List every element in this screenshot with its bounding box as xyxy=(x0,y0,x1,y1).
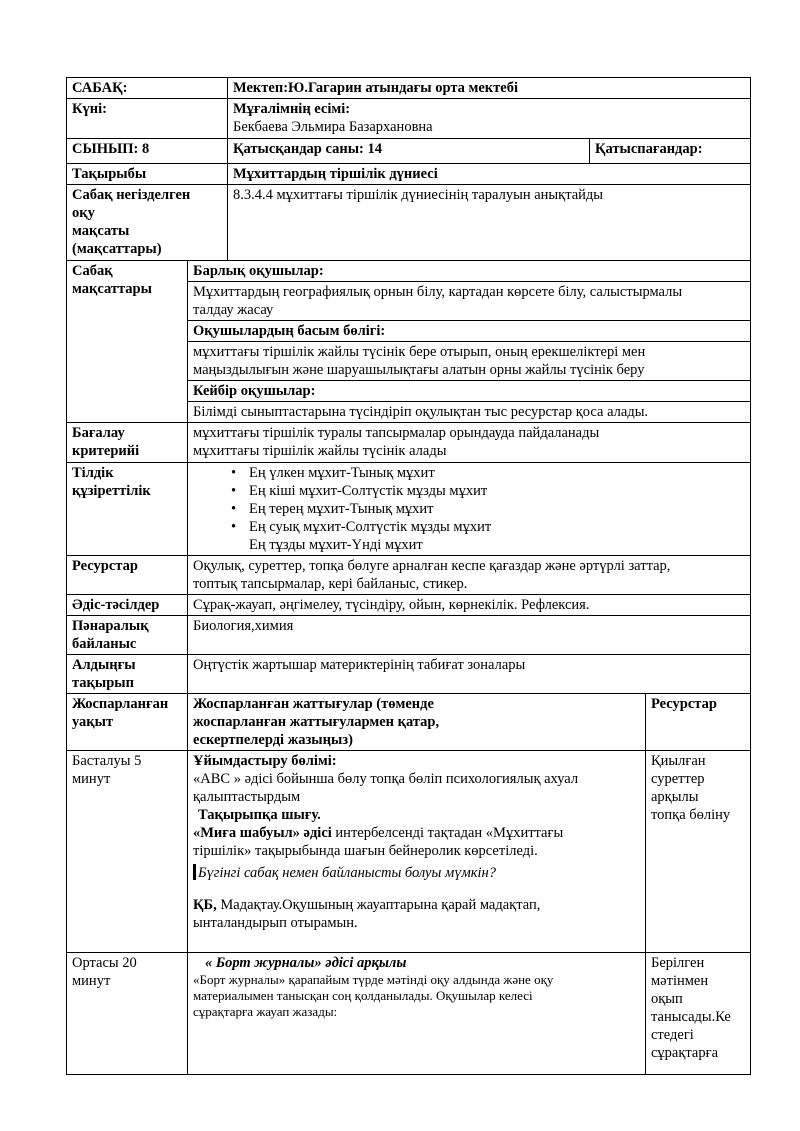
stage2-time-line: Ортасы 20 xyxy=(72,955,137,971)
methods-label: Әдіс-тәсілдер xyxy=(67,595,188,616)
brainstorm-line-2: тіршілік» тақырыбында шағын бейнеролик көрсетіледі. xyxy=(193,843,538,859)
assessment-line: мұхиттағы тіршілік туралы тапсырмалар орындауда пайдаланады xyxy=(193,425,600,441)
objectives-label-line: мақсаты xyxy=(72,223,130,239)
stage1-resource-line: суреттер xyxy=(651,771,705,787)
goals-all-line: Мұхиттардың географиялық орнын білу, картадан көрсете білу, салыстырмалы xyxy=(193,284,683,300)
goals-most-heading: Оқушылардың басым бөлігі: xyxy=(188,321,751,342)
row-language xyxy=(67,463,751,556)
bullet-icon: • xyxy=(231,483,237,499)
previous-label-line: тақырып xyxy=(72,675,134,691)
logbook-text-line: сұрақтарға жауап жазады: xyxy=(193,1004,338,1019)
plan-tasks-header-line: Жоспарланған жаттығулар (төменде xyxy=(193,696,434,712)
stage2-resource-line: стедегі xyxy=(651,1027,694,1043)
org-text-line: қалыптастырдым xyxy=(193,789,301,805)
org-text-line: «АВС » әдісі бойынша бөлу топқа бөліп психологиялық ахуал xyxy=(193,771,579,787)
row-lesson xyxy=(67,78,751,99)
objectives-label-line: оқу xyxy=(72,205,95,221)
goals-label xyxy=(67,261,188,423)
topic-label: Тақырыбы xyxy=(67,164,228,185)
feedback-label: ҚБ, xyxy=(193,897,217,913)
present-count: Қатысқандар саны: 14 xyxy=(228,139,590,164)
goals-some-heading: Кейбір оқушылар: xyxy=(188,381,751,402)
objectives-label-line: (мақсаттары) xyxy=(72,241,162,257)
class-label: СЫНЫП: 8 xyxy=(67,139,228,164)
lesson-plan-table xyxy=(66,77,751,1075)
interdisciplinary-value: Биология,химия xyxy=(188,616,751,655)
school-name: Мектеп:Ю.Гагарин атындағы орта мектебі xyxy=(228,78,751,99)
stage1-resource-line: арқылы xyxy=(651,789,699,805)
goals-some-text: Білімді сыныптастарына түсіндіріп оқулықтан тыс ресурстар қоса алады. xyxy=(188,402,751,423)
methods-value: Сұрақ-жауап, әңгімелеу, түсіндіру, ойын, көрнекілік. Рефлексия. xyxy=(188,595,751,616)
assessment-label xyxy=(67,423,188,463)
assessment-value xyxy=(188,423,751,463)
stage2-resource-line: оқып xyxy=(651,991,683,1007)
brainstorm-text: интербелсенді тақтадан «Мұхиттағы xyxy=(331,825,564,841)
stage1-time-line: минут xyxy=(72,771,111,787)
plan-tasks-header-line: ескертпелерді жазыңыз) xyxy=(193,732,353,748)
interdisciplinary-label xyxy=(67,616,188,655)
plan-time-header-line: Жоспарланған xyxy=(72,696,169,712)
resources-label: Ресурстар xyxy=(67,556,188,595)
resources-line: Оқулық, суреттер, топқа бөлуге арналған кеспе қағаздар және әртүрлі заттар, xyxy=(193,558,671,574)
teacher-name: Бекбаева Эльмира Базархановна xyxy=(233,119,433,135)
resources-value xyxy=(188,556,751,595)
row-previous xyxy=(67,655,751,694)
row-assessment xyxy=(67,423,751,463)
stage1-content xyxy=(188,751,646,953)
goals-most-line: маңыздылығын және шаруашылықтағы алатын орны жайлы түсінік беру xyxy=(193,362,645,378)
row-topic xyxy=(67,164,751,185)
plan-tasks-header xyxy=(188,694,646,751)
stage2-resource-line: танысады.Ке xyxy=(651,1009,731,1025)
stage2-content xyxy=(188,953,646,1075)
language-label xyxy=(67,463,188,556)
previous-label xyxy=(67,655,188,694)
stage1-time xyxy=(67,751,188,953)
language-item: • Ең кіші мұхит-Солтүстік мұзды мұхит xyxy=(231,483,488,499)
row-stage-middle xyxy=(67,953,751,1075)
stage2-time xyxy=(67,953,188,1075)
resources-line: топтық тапсырмалар, кері байланыс, стикер. xyxy=(193,576,468,592)
row-resources xyxy=(67,556,751,595)
plan-time-header xyxy=(67,694,188,751)
language-label-line: Тілдік xyxy=(72,465,114,481)
plan-resources-header: Ресурстар xyxy=(646,694,751,751)
stage2-resources xyxy=(646,953,751,1075)
objectives-value: 8.3.4.4 мұхиттағы тіршілік дүниесінің таралуын анықтайды xyxy=(228,185,751,261)
goals-all-heading: Барлық оқушылар: xyxy=(188,261,751,282)
stage2-resource-line: сұрақтарға xyxy=(651,1045,718,1061)
goals-label-line: мақсаттары xyxy=(72,281,152,297)
language-extra: Ең тұзды мұхит-Үнді мұхит xyxy=(249,537,423,553)
stage2-resource-line: мәтінмен xyxy=(651,973,709,989)
row-interdisciplinary xyxy=(67,616,751,655)
assessment-line: мұхиттағы тіршілік жайлы түсінік алады xyxy=(193,443,447,459)
plan-tasks-header-line: жоспарланған жаттығулармен қатар, xyxy=(193,714,440,730)
objectives-label-line: Сабақ негізделген xyxy=(72,187,191,203)
brainstorm-method: «Миға шабуыл» әдісі xyxy=(193,825,332,841)
logbook-text-line: «Борт журналы» қарапайым түрде мәтінді оқу алдында және оқу xyxy=(193,972,554,987)
stage1-time-line: Басталуы 5 xyxy=(72,753,142,769)
assessment-label-line: Бағалау xyxy=(72,425,125,441)
goals-most-line: мұхиттағы тіршілік жайлы түсінік бере отырып, оның ерекшеліктері мен xyxy=(193,344,646,360)
language-value xyxy=(188,463,751,556)
bullet-icon: • xyxy=(231,519,237,535)
question-line xyxy=(193,864,640,882)
logbook-text xyxy=(193,972,640,1020)
feedback-line-2: ынталандырып отырамын. xyxy=(193,915,358,931)
absent-label: Қатыспағандар: xyxy=(590,139,751,164)
logbook-heading: « Борт журналы» әдісі арқылы xyxy=(205,955,407,971)
previous-value: Оңтүстік жартышар материктерінің табиғат зоналары xyxy=(188,655,751,694)
language-item: • Ең суық мұхит-Солтүстік мұзды мұхит xyxy=(231,519,492,535)
interdisciplinary-label-line: байланыс xyxy=(72,636,137,652)
row-stage-start xyxy=(67,751,751,953)
teacher-label: Мұғалімнің есімі: xyxy=(233,101,351,117)
goals-label-line: Сабақ xyxy=(72,263,113,279)
stage2-resource-line: Берілген xyxy=(651,955,705,971)
interdisciplinary-label-line: Пәнаралық xyxy=(72,618,149,634)
stage1-resource-line: Қиылған xyxy=(651,753,706,769)
lesson-label: САБАҚ: xyxy=(67,78,228,99)
question-text: Бүгінгі сабақ немен байланысты болуы мүмкін? xyxy=(198,865,496,881)
row-goals-all-heading xyxy=(67,261,751,282)
brainstorm-line xyxy=(193,824,640,842)
topic-intro-heading: Тақырыпқа шығу. xyxy=(198,807,321,823)
stage1-resources xyxy=(646,751,751,953)
text-cursor-icon xyxy=(193,864,196,880)
goals-all-text xyxy=(188,282,751,321)
plan-time-header-line: уақыт xyxy=(72,714,114,730)
previous-label-line: Алдыңғы xyxy=(72,657,136,673)
bullet-icon: • xyxy=(231,465,237,481)
language-list xyxy=(193,464,745,536)
feedback-text: Мадақтау.Оқушының жауаптарына қарай мадақтап, xyxy=(216,897,541,913)
stage1-resource-line: топқа бөліну xyxy=(651,807,731,823)
goals-all-line: талдау жасау xyxy=(193,302,274,318)
row-date-teacher xyxy=(67,99,751,139)
assessment-label-line: критерийі xyxy=(72,443,140,459)
teacher-cell xyxy=(228,99,751,139)
language-label-line: құзіреттілік xyxy=(72,483,151,499)
row-methods xyxy=(67,595,751,616)
goals-most-text xyxy=(188,342,751,381)
stage2-time-line: минут xyxy=(72,973,111,989)
feedback-line xyxy=(193,896,640,914)
row-class xyxy=(67,139,751,164)
org-heading: Ұйымдастыру бөлімі: xyxy=(193,753,337,769)
logbook-text-line: материалымен танысқан соң қолданылады. Оқушылар келесі xyxy=(193,988,533,1003)
language-item: • Ең үлкен мұхит-Тынық мұхит xyxy=(231,465,435,481)
objectives-label xyxy=(67,185,228,261)
row-plan-header xyxy=(67,694,751,751)
topic-value: Мұхиттардың тіршілік дүниесі xyxy=(228,164,751,185)
bullet-icon: • xyxy=(231,501,237,517)
language-item: • Ең терең мұхит-Тынық мұхит xyxy=(231,501,434,517)
date-label: Күні: xyxy=(67,99,228,139)
row-objectives xyxy=(67,185,751,261)
